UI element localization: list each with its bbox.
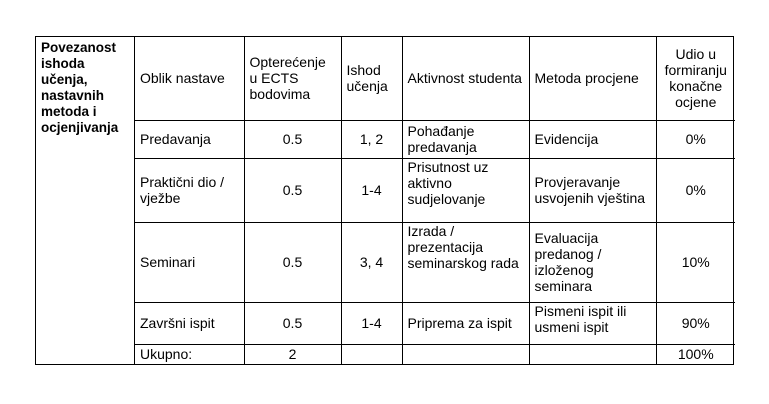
total-row xyxy=(135,344,735,364)
row-ishod: 1-4 xyxy=(341,302,402,344)
row-oblik: Seminari xyxy=(135,222,244,302)
row-udio: 0% xyxy=(656,158,735,222)
side-label: Povezanost ishoda učenja, nastavnih metoda i ocjenjivanja xyxy=(36,37,135,365)
header-metoda: Metoda procjene xyxy=(529,37,656,120)
total-empty-cell xyxy=(529,344,656,364)
total-udio: 100% xyxy=(656,344,735,364)
total-empty-cell xyxy=(402,344,529,364)
assessment-grid xyxy=(135,37,734,365)
row-ects: 0.5 xyxy=(244,222,341,302)
table-row xyxy=(135,158,735,222)
row-aktivnost: Priprema za ispit xyxy=(402,302,529,344)
row-aktivnost: Izrada / prezentacija seminarskog rada xyxy=(402,222,529,302)
row-udio: 90% xyxy=(656,302,735,344)
header-row xyxy=(135,37,735,120)
row-udio: 0% xyxy=(656,120,735,158)
header-oblik: Oblik nastave xyxy=(135,37,244,120)
row-ects: 0.5 xyxy=(244,158,341,222)
row-ishod: 1, 2 xyxy=(341,120,402,158)
table-row xyxy=(135,222,735,302)
header-udio: Udio u formiranju konačne ocjene xyxy=(656,37,735,120)
header-opterecenje: Opterećenje u ECTS bodovima xyxy=(244,37,341,120)
header-aktivnost: Aktivnost studenta xyxy=(402,37,529,120)
total-ects: 2 xyxy=(244,344,341,364)
row-oblik: Praktični dio / vježbe xyxy=(135,158,244,222)
row-ects: 0.5 xyxy=(244,120,341,158)
row-ects: 0.5 xyxy=(244,302,341,344)
row-oblik: Predavanja xyxy=(135,120,244,158)
row-udio: 10% xyxy=(656,222,735,302)
header-ishod: Ishod učenja xyxy=(341,37,402,120)
row-aktivnost: Pohađanje predavanja xyxy=(402,120,529,158)
row-aktivnost: Prisutnost uz aktivno sudjelovanje xyxy=(402,158,529,222)
row-ishod: 3, 4 xyxy=(341,222,402,302)
row-metoda: Evidencija xyxy=(529,120,656,158)
total-empty-cell xyxy=(341,344,402,364)
row-ishod: 1-4 xyxy=(341,158,402,222)
row-metoda: Provjeravanje usvojenih vještina xyxy=(529,158,656,222)
row-oblik: Završni ispit xyxy=(135,302,244,344)
row-metoda: Pismeni ispit ili usmeni ispit xyxy=(529,302,656,344)
row-metoda: Evaluacija predanog / izloženog seminara xyxy=(529,222,656,302)
total-label: Ukupno: xyxy=(135,344,244,364)
assessment-table xyxy=(35,36,734,365)
table-row xyxy=(135,120,735,158)
table-row xyxy=(135,302,735,344)
